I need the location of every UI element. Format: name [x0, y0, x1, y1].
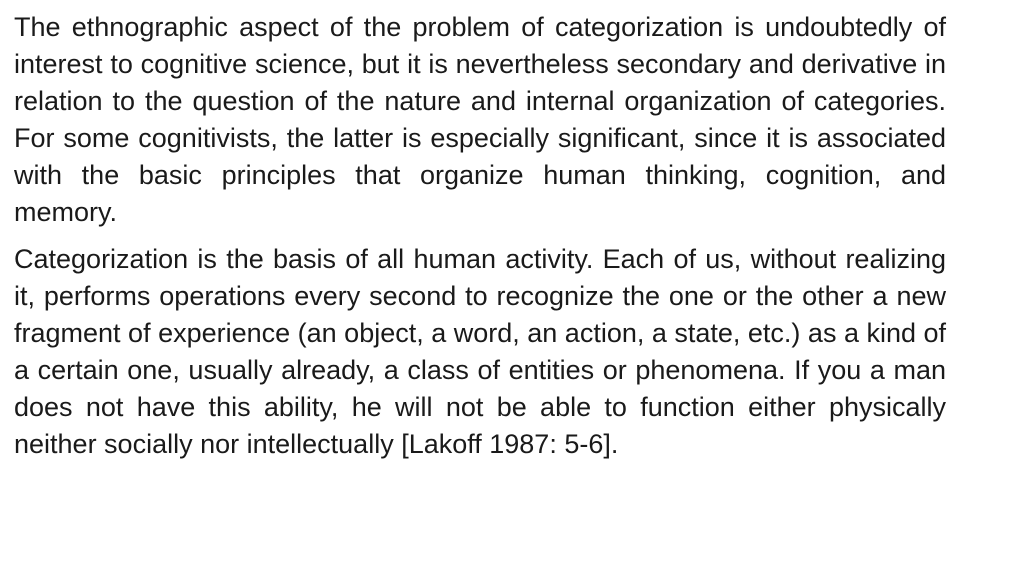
slide-text-body	[14, 9, 946, 463]
paragraph-ethnographic-aspect: The ethnographic aspect of the problem of categorization is undoubtedly of interest to cognitive science, but it is nevertheless secondary and derivative in relation to the question of the nature and internal organization of categories. For some cognitivists, the latter is especially significant, since it is associated with the basic principles that organize human thinking, cognition, and memory.	[14, 12, 946, 227]
paragraph-categorization-basis: Categorization is the basis of all human activity. Each of us, without realizing it, performs operations every second to recognize the one or the other a new fragment of experience (an object, a word, an action, a state, etc.) as a kind of a certain one, usually already, a class of entities or phenomena. If you a man does not have this ability, he will not be able to function either physically neither socially nor intellectually [Lakoff 1987: 5-6].	[14, 244, 947, 459]
